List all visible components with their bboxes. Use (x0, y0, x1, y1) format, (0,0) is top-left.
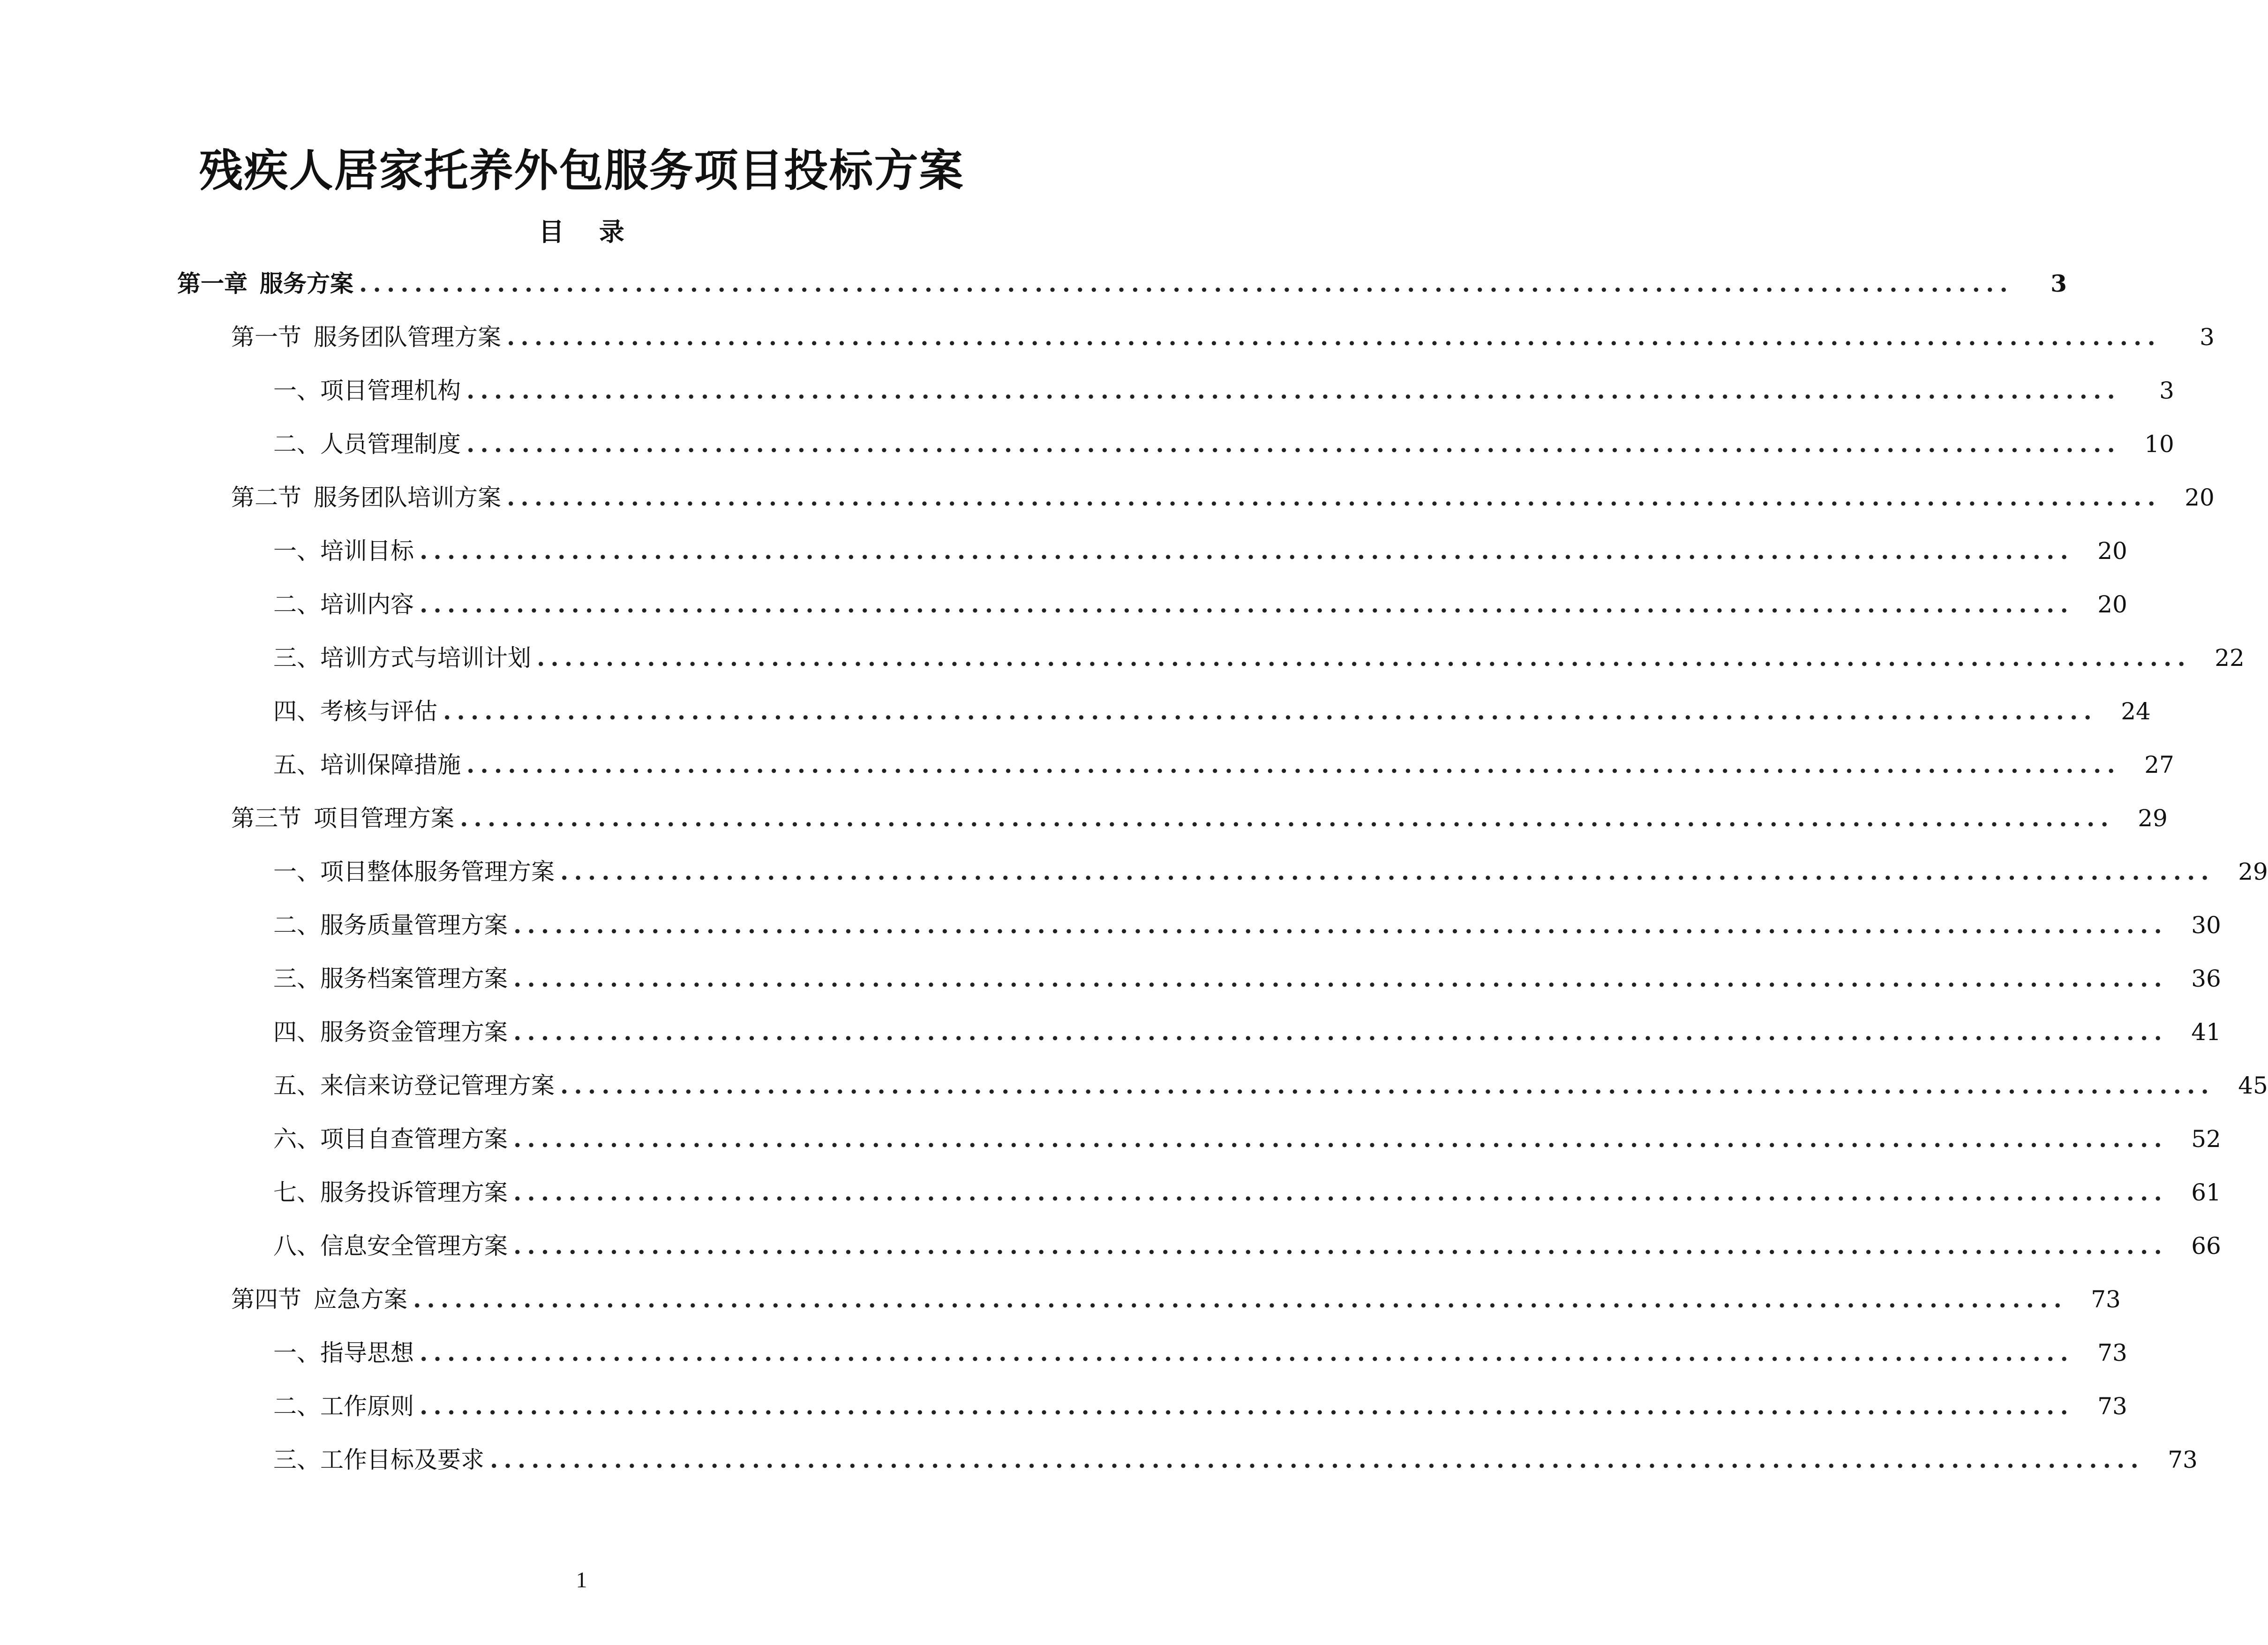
toc-dot-leader: ........................................................................................................................ (443, 697, 2097, 725)
toc-dot-leader: ........................................................................................................................ (466, 377, 2121, 404)
toc-entry-number: 五、 (273, 1072, 320, 1099)
toc-entry-number: 七、 (273, 1179, 320, 1206)
toc-entry-number: 三、 (273, 965, 320, 992)
toc-entry[interactable] (0, 417, 2174, 471)
toc-dot-leader: ........................................................................................................................ (466, 751, 2121, 778)
toc-entry[interactable] (0, 1380, 2127, 1433)
toc-entry-page: 73 (2168, 1446, 2198, 1473)
toc-dot-leader: ........................................................................................................................ (513, 965, 2168, 992)
toc-entry[interactable] (0, 578, 2127, 631)
toc-dot-leader: ........................................................................................................................ (420, 590, 2074, 618)
toc-entry[interactable] (0, 1059, 2268, 1112)
toc-entry-page: 3 (2200, 324, 2215, 351)
toc-entry-number: 第一节 (231, 324, 301, 351)
toc-entry-title: 项目管理机构 (320, 377, 461, 404)
toc-entry-page: 29 (2238, 858, 2268, 885)
toc-entry[interactable] (0, 898, 2221, 952)
toc-dot-leader: ........................................................................................................................ (420, 1392, 2074, 1420)
toc-entry-number: 二、 (273, 912, 320, 939)
toc-entry-page: 73 (2097, 1339, 2127, 1366)
toc-entry-title: 信息安全管理方案 (320, 1232, 508, 1260)
toc-entry-page: 73 (2097, 1393, 2127, 1420)
toc-entry[interactable] (0, 524, 2127, 578)
toc-entry-number: 第四节 (231, 1286, 301, 1313)
toc-entry-number: 二、 (273, 430, 320, 458)
toc-entry-title: 培训内容 (320, 591, 414, 618)
toc-entry-page: 30 (2191, 912, 2221, 939)
toc-entry-number: 三、 (273, 644, 320, 672)
toc-entry-page: 3 (2050, 270, 2067, 297)
toc-entry[interactable] (0, 1273, 2121, 1326)
toc-entry[interactable] (0, 952, 2221, 1005)
toc-dot-leader: ........................................................................................................................ (490, 1446, 2144, 1473)
toc-entry-number: 六、 (273, 1125, 320, 1153)
toc-entry-number: 四、 (273, 1019, 320, 1046)
toc-dot-leader: ........................................................................................................................ (560, 1072, 2215, 1099)
toc-entry-page: 3 (2159, 377, 2174, 404)
toc-entry-title: 服务投诉管理方案 (320, 1179, 508, 1206)
toc-entry-number: 二、 (273, 1393, 320, 1420)
toc-entry[interactable] (0, 845, 2268, 898)
toc-dot-leader: ........................................................................................................................ (513, 1232, 2168, 1260)
toc-entry-number: 第三节 (231, 805, 301, 832)
toc-entry-number: 一、 (273, 537, 320, 565)
toc-dot-leader: ........................................................................................................................ (420, 537, 2074, 565)
toc-entry[interactable] (0, 1166, 2221, 1219)
toc-entry-number: 四、 (273, 698, 320, 725)
toc-entry[interactable] (0, 631, 2245, 685)
toc-entry-title: 服务资金管理方案 (320, 1019, 508, 1046)
toc-entry-number: 五、 (273, 751, 320, 778)
toc-entry-page: 10 (2144, 430, 2174, 458)
toc-entry[interactable] (0, 1326, 2127, 1380)
toc-entry-page: 20 (2185, 484, 2215, 511)
toc-entry-title: 服务档案管理方案 (320, 965, 508, 992)
toc-dot-leader: ........................................................................................................................ (413, 1285, 2067, 1313)
toc-entry-page: 20 (2097, 591, 2127, 618)
toc-dot-leader: ........................................................................................................................ (460, 804, 2114, 832)
page-number: 1 (576, 1568, 587, 1592)
toc-entry-title: 服务方案 (260, 270, 353, 297)
toc-dot-leader: ........................................................................................................................ (466, 430, 2121, 458)
toc-entry-page: 52 (2191, 1125, 2221, 1153)
toc-entry-page: 61 (2191, 1179, 2221, 1206)
toc-dot-leader: ........................................................................................................................ (560, 858, 2215, 885)
toc-entry-title: 服务团队培训方案 (314, 484, 501, 511)
toc-entry[interactable] (0, 792, 2168, 845)
toc-entry-page: 73 (2091, 1286, 2121, 1313)
toc-entry-number: 第一章 (177, 270, 248, 297)
toc-dot-leader: ........................................................................................................................ (513, 1018, 2168, 1046)
toc-entry-number: 三、 (273, 1446, 320, 1473)
toc-entry-page: 22 (2215, 644, 2245, 672)
toc-entry[interactable] (0, 1112, 2221, 1166)
toc-entry-number: 八、 (273, 1232, 320, 1260)
toc-entry-title: 培训保障措施 (320, 751, 461, 778)
toc-dot-leader: ........................................................................................................................ (507, 323, 2161, 351)
toc-entry-title: 来信来访登记管理方案 (320, 1072, 555, 1099)
toc-entry-title: 指导思想 (320, 1339, 414, 1366)
toc-entry[interactable] (0, 685, 2151, 738)
toc-entry-title: 服务质量管理方案 (320, 912, 508, 939)
toc-heading: 目 录 (539, 217, 638, 247)
toc-entry-title: 工作原则 (320, 1393, 414, 1420)
toc-entry-page: 24 (2121, 698, 2151, 725)
toc-entry[interactable] (0, 1005, 2221, 1059)
toc-entry[interactable] (0, 1433, 2198, 1487)
toc-entry-page: 41 (2191, 1019, 2221, 1046)
toc-entry-title: 项目整体服务管理方案 (320, 858, 555, 885)
document-title: 残疾人居家托养外包服务项目投标方案 (199, 145, 964, 196)
toc-dot-leader: ........................................................................................................................ (420, 1339, 2074, 1366)
toc-dot-leader: ........................................................................................................................ (513, 911, 2168, 939)
toc-entry[interactable] (0, 364, 2174, 417)
toc-entry-page: 27 (2144, 751, 2174, 778)
toc-entry-title: 考核与评估 (320, 698, 437, 725)
toc-entry-title: 应急方案 (314, 1286, 407, 1313)
toc-entry-number: 一、 (273, 1339, 320, 1366)
toc-entry-title: 项目自查管理方案 (320, 1125, 508, 1153)
toc-entry-page: 20 (2097, 537, 2127, 565)
toc-dot-leader: ........................................................................................................................ (513, 1125, 2168, 1153)
toc-entry-title: 项目管理方案 (314, 805, 454, 832)
toc-entry-title: 服务团队管理方案 (314, 324, 501, 351)
toc-entry-page: 66 (2191, 1232, 2221, 1260)
toc-entry-page: 45 (2238, 1072, 2268, 1099)
toc-entry[interactable] (0, 738, 2174, 792)
toc-dot-leader: ........................................................................................................................ (507, 483, 2161, 511)
toc-entry[interactable] (0, 257, 2067, 310)
toc-entry-page: 36 (2191, 965, 2221, 992)
toc-entry[interactable] (0, 471, 2215, 524)
toc-entry-number: 一、 (273, 377, 320, 404)
toc-entry-title: 培训方式与培训计划 (320, 644, 531, 672)
toc-entry[interactable] (0, 310, 2215, 364)
toc-entry[interactable] (0, 1219, 2221, 1273)
toc-entry-number: 一、 (273, 858, 320, 885)
toc-entry-number: 二、 (273, 591, 320, 618)
toc-entry-title: 工作目标及要求 (320, 1446, 484, 1473)
toc-dot-leader: ........................................................................................................................ (359, 270, 2013, 297)
toc-dot-leader: ........................................................................................................................ (537, 644, 2191, 672)
toc-dot-leader: ........................................................................................................................ (513, 1178, 2168, 1206)
table-of-contents (0, 257, 2268, 1487)
toc-entry-number: 第二节 (231, 484, 301, 511)
toc-entry-page: 29 (2138, 805, 2168, 832)
toc-entry-title: 人员管理制度 (320, 430, 461, 458)
toc-entry-title: 培训目标 (320, 537, 414, 565)
